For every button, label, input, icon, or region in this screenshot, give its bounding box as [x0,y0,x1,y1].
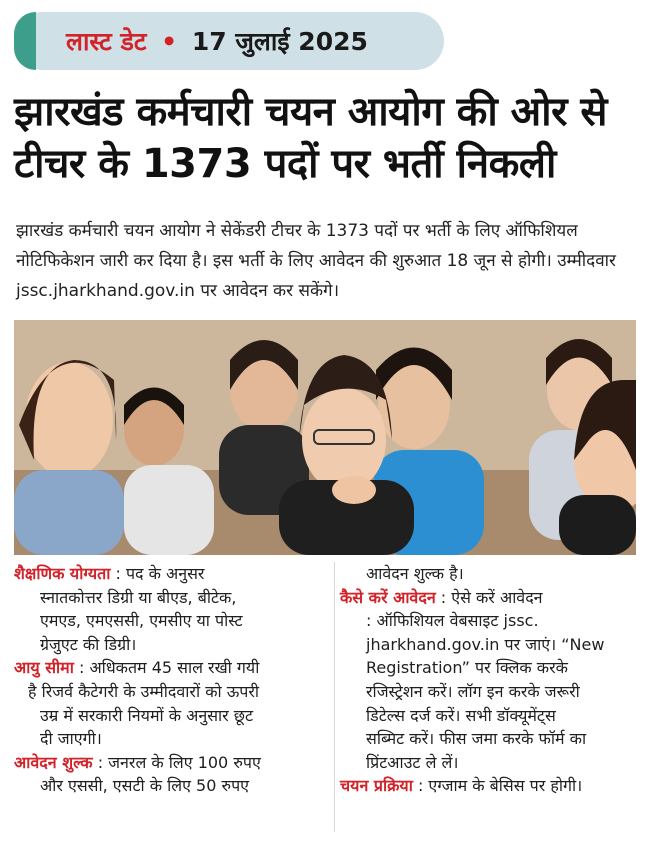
apply-line: : ऑफिशियल वेबसाइट jssc. [366,611,539,631]
age-line: उम्र में सरकारी नियमों के अनुसार छूट [40,705,254,725]
fee-continuation: आवेदन शुल्क है। [366,564,464,583]
education-label: शैक्षणिक योग्यता [14,564,111,583]
education-row [14,562,332,586]
students-photo [14,320,636,555]
tag-text [36,24,368,58]
selection-row [340,774,650,798]
education-line: एमएड, एमएससी, एमसीए या पोस्ट [40,611,243,631]
age-row [14,656,332,680]
age-line: दी जाएगी। [40,729,102,749]
age-label: आयु सीमा [14,658,74,678]
apply-text: : ऐसे करें आवेदन [440,587,543,607]
apply-label: कैसे करें आवेदन [340,587,436,607]
students-illustration [14,320,636,555]
column-divider [334,562,335,832]
fee-row [14,751,332,775]
apply-line: डिटेल्स दर्ज करें। सभी डॉक्यूमेंट्स [366,705,556,725]
apply-line: jharkhand.gov.in पर जाएं। “New [366,634,605,654]
right-column [340,562,650,798]
left-column [14,562,332,798]
education-line: ग्रेजुएट की डिग्री। [40,634,137,654]
tag-separator: • [161,27,178,56]
age-line: है रिजर्व कैटेगरी के उम्मीदवारों को ऊपरी [28,681,260,701]
fee-label: आवेदन शुल्क [14,752,93,772]
selection-label: चयन प्रक्रिया [340,776,413,796]
fee-text: : जनरल के लिए 100 रुपए [97,752,261,772]
headline: झारखंड कर्मचारी चयन आयोग की ओर से टीचर के 1373 पदों पर भर्ती निकली [14,89,607,187]
intro-paragraph: झारखंड कर्मचारी चयन आयोग ने सेकेंडरी टीचर के 1373 पदों पर भर्ती के लिए ऑफिशियल नोटिफिकेशन जारी कर दिया है। इस भर्ती के लिए आवेदन की शुरुआत 18 जून से होगी। उम्मीदवार jssc.jharkhand.gov.in पर आवेदन कर सकेंगे। [16,221,617,301]
apply-line: सब्मिट करें। फीस जमा करके फॉर्म का [366,729,587,749]
education-line: स्नातकोत्तर डिग्री या बीएड, बीटेक, [40,587,237,607]
tag-label: लास्ट डेट [66,27,147,56]
tag-date: 17 जुलाई 2025 [191,27,368,56]
fee-line: और एससी, एसटी के लिए 50 रुपए [40,776,250,796]
age-text: : अधिकतम 45 साल रखी गयी [78,658,260,678]
apply-line: रजिस्ट्रेशन करें। लॉग इन करके जरूरी [366,681,580,701]
apply-row [340,586,650,610]
tag-accent-bar [14,12,36,70]
deadline-tag [14,12,444,70]
education-text: : पद के अनुसर [115,564,205,583]
apply-line: Registration” पर क्लिक करके [366,658,568,678]
selection-text: : एग्जाम के बेसिस पर होगी। [417,776,583,796]
apply-line: प्रिंटआउट ले लें। [366,752,459,772]
